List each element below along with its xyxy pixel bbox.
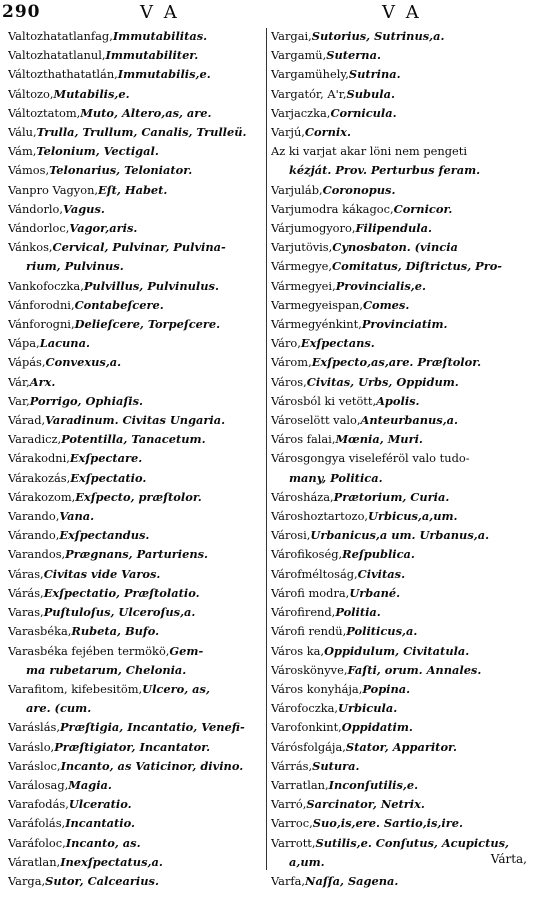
entry-headword: Varasbéka,	[8, 624, 72, 639]
dictionary-entry	[8, 296, 266, 315]
entry-latin: Telonium, Vectigal.	[36, 144, 159, 159]
dictionary-entry	[8, 757, 266, 776]
entry-latin: Contabeſcere.	[74, 297, 164, 312]
dictionary-entry	[8, 526, 266, 545]
dictionary-entry	[8, 622, 266, 641]
entry-headword: Vargatór, A'r,	[271, 86, 347, 101]
dictionary-entry	[271, 200, 533, 219]
entry-headword: Varáfolás,	[8, 816, 66, 831]
entry-headword: Városkönyve,	[271, 662, 348, 677]
dictionary-entry	[271, 219, 533, 238]
dictionary-entry	[271, 642, 533, 661]
dictionary-entry	[271, 680, 533, 699]
left-column	[8, 27, 266, 891]
entry-latin: Politia.	[335, 605, 381, 620]
dictionary-entry	[8, 353, 266, 372]
running-header	[0, 2, 537, 26]
dictionary-entry	[8, 469, 266, 488]
entry-latin: Oppidatim.	[341, 720, 413, 735]
entry-latin: Popina.	[362, 681, 411, 696]
dictionary-entry	[271, 449, 533, 468]
entry-headword: Varjumodra kákagoc,	[271, 201, 394, 216]
entry-latin: Sutura.	[312, 758, 360, 773]
dictionary-entry	[271, 46, 533, 65]
entry-latin: Exſpectatio.	[70, 470, 147, 485]
entry-latin: Vagor,aris.	[69, 221, 138, 236]
entry-headword: Varga,	[8, 873, 46, 888]
entry-headword: Várósfolgája,	[271, 739, 346, 754]
dictionary-entry	[8, 603, 266, 622]
dictionary-entry	[271, 584, 533, 603]
entry-headword: Varratlan,	[271, 777, 329, 792]
entry-latin: Ulceratio.	[68, 797, 132, 812]
entry-latin: Cervical, Pulvinar, Pulvina-	[52, 240, 226, 255]
entry-headword: Váras,	[8, 566, 44, 581]
entry-latin: Anteurbanus,a.	[360, 413, 459, 428]
dictionary-entry	[271, 545, 533, 564]
entry-headword: Varálosag,	[8, 777, 69, 792]
dictionary-entry	[271, 469, 533, 488]
entry-latin: Urbicula.	[338, 701, 398, 716]
dictionary-entry	[271, 814, 533, 833]
dictionary-entry	[271, 661, 533, 680]
entry-headword: Varáslo,	[8, 739, 55, 754]
entry-headword: Varandos,	[8, 547, 66, 562]
entry-headword: Válu,	[8, 125, 37, 140]
entry-headword: Várando,	[8, 528, 60, 543]
dictionary-entry	[8, 181, 266, 200]
right-column	[271, 27, 533, 891]
dictionary-entry	[271, 296, 533, 315]
dictionary-entry	[8, 718, 266, 737]
entry-latin: ma rubetarum, Chelonia.	[26, 662, 187, 677]
entry-latin: Puſtuloſus, Ulceroſus,a.	[43, 605, 196, 620]
entry-latin: Sarcinator, Netrix.	[306, 797, 425, 812]
dictionary-entry	[271, 277, 533, 296]
entry-latin: Subula.	[346, 86, 395, 101]
dictionary-entry	[8, 104, 266, 123]
entry-headword: Varasbéka fejében termökö,	[8, 643, 170, 658]
dictionary-entry	[271, 699, 533, 718]
entry-headword: Vápás,	[8, 355, 46, 370]
dictionary-entry	[271, 123, 533, 142]
dictionary-entry	[271, 488, 533, 507]
dictionary-entry	[271, 161, 533, 180]
entry-latin: Magia.	[68, 777, 112, 792]
entry-latin: Mutabilis,e.	[53, 86, 130, 101]
dictionary-entry	[271, 142, 533, 161]
dictionary-entry	[8, 795, 266, 814]
entry-latin: kézját. Prov. Perturbus feram.	[289, 163, 481, 178]
entry-headword: Varjú,	[271, 125, 305, 140]
entry-latin: Vana.	[59, 509, 95, 524]
dictionary-entry	[8, 584, 266, 603]
entry-headword: Vármegyei,	[271, 278, 336, 293]
entry-latin: Pulvillus, Pulvinulus.	[83, 278, 219, 293]
dictionary-entry	[271, 373, 533, 392]
entry-headword: Vánforodni,	[8, 297, 75, 312]
entry-headword: Várrás,	[271, 758, 313, 773]
entry-headword: Városhoztartozo,	[271, 509, 369, 524]
dictionary-entry	[8, 392, 266, 411]
entry-latin: Inexſpectatus,a.	[60, 854, 163, 869]
dictionary-entry	[271, 104, 533, 123]
entry-headword: Vánkos,	[8, 240, 53, 255]
dictionary-entry	[8, 238, 266, 257]
entry-headword: Vargai,	[271, 29, 312, 43]
entry-headword: Város konyhája,	[271, 681, 363, 696]
entry-headword: Városelött valo,	[271, 413, 361, 428]
entry-headword: Vargamü,	[271, 48, 327, 63]
entry-latin: Urbicus,a,um.	[368, 509, 458, 524]
dictionary-entry	[271, 757, 533, 776]
dictionary-entry	[271, 776, 533, 795]
dictionary-entry	[8, 161, 266, 180]
entry-headword: Vár,	[8, 374, 30, 389]
entry-latin: Præſtigiator, Incantator.	[54, 739, 211, 754]
dictionary-entry	[271, 85, 533, 104]
entry-latin: Exſpecto,as,are. Præſtolor.	[311, 355, 482, 370]
entry-headword: Városgongya viseleféröl valo tudo-	[271, 451, 470, 466]
entry-latin: a,um.	[289, 854, 325, 869]
entry-headword: Vápa,	[8, 336, 40, 351]
entry-latin: Ulcero, as,	[142, 681, 210, 696]
entry-headword: Város,	[271, 374, 307, 389]
entry-headword: Várofméltoság,	[271, 566, 358, 581]
dictionary-entry	[8, 411, 266, 430]
dictionary-entry	[8, 853, 266, 872]
dictionary-entry	[271, 430, 533, 449]
entry-headword: Varjuláb,	[271, 182, 323, 197]
dictionary-entry	[8, 277, 266, 296]
entry-latin: Exſpectare.	[69, 451, 143, 466]
dictionary-entry	[271, 507, 533, 526]
entry-headword: Várakodni,	[8, 451, 70, 466]
dictionary-entry	[271, 795, 533, 814]
entry-latin: Varadinum. Civitas Ungaria.	[45, 413, 226, 428]
entry-latin: Exſpectans.	[300, 336, 375, 351]
entry-latin: Provincialis,e.	[335, 278, 426, 293]
entry-headword: Várjumogyoro,	[271, 221, 356, 236]
dictionary-entry	[8, 776, 266, 795]
entry-headword: Váratlan,	[8, 854, 61, 869]
entry-headword: Varafitom, kifebesitöm,	[8, 681, 143, 696]
entry-headword: Varásloc,	[8, 758, 61, 773]
entry-headword: Varafodás,	[8, 797, 69, 812]
entry-latin: Convexus,a.	[45, 355, 122, 370]
entry-headword: Várás,	[8, 585, 44, 600]
entry-latin: Comitatus, Diſtrictus, Pro-	[332, 259, 503, 274]
dictionary-entry	[271, 411, 533, 430]
entry-latin: rium, Pulvinus.	[26, 259, 124, 274]
entry-latin: Vagus.	[63, 201, 105, 216]
entry-headword: Városi,	[271, 528, 311, 543]
entry-headword: Vanpro Vagyon,	[8, 182, 99, 197]
dictionary-entry	[271, 834, 533, 853]
entry-latin: Exſpectatio, Præſtolatio.	[43, 585, 200, 600]
dictionary-entry	[271, 603, 533, 622]
entry-latin: Præſtigia, Incantatio, Venefi-	[59, 720, 245, 735]
entry-latin: Lacuna.	[39, 336, 90, 351]
entry-headword: Város ka,	[271, 643, 325, 658]
entry-latin: Sutilis,e. Conſutus, Acupictus,	[315, 835, 510, 850]
dictionary-entry	[8, 200, 266, 219]
entry-headword: Vármegye,	[271, 259, 333, 274]
entry-latin: Cynosbaton. (vincia	[332, 240, 458, 255]
entry-latin: Incanto, as.	[65, 835, 141, 850]
dictionary-entry	[271, 392, 533, 411]
column-divider	[266, 28, 267, 870]
dictionary-entry	[8, 334, 266, 353]
dictionary-entry	[8, 661, 266, 680]
entry-latin: Muto, Altero,as, are.	[80, 105, 212, 120]
header-letters-left: VA	[140, 2, 189, 23]
entry-latin: Reſpublica.	[342, 547, 415, 562]
dictionary-entry	[8, 738, 266, 757]
catchword: Várta,	[490, 852, 527, 866]
entry-headword: Vankofoczka,	[8, 278, 84, 293]
dictionary-entry	[271, 334, 533, 353]
dictionary-entry	[8, 814, 266, 833]
entry-latin: Apolis.	[376, 393, 420, 408]
entry-latin: Potentilla, Tanacetum.	[61, 432, 206, 447]
entry-latin: Telonarius, Teloniator.	[49, 163, 193, 178]
entry-latin: Exſpectandus.	[59, 528, 150, 543]
dictionary-entry	[8, 46, 266, 65]
entry-latin: many, Politica.	[289, 470, 383, 485]
dictionary-entry	[271, 738, 533, 757]
dictionary-entry	[271, 257, 533, 276]
entry-latin: Mœnia, Muri.	[335, 432, 423, 447]
dictionary-entry	[8, 834, 266, 853]
entry-headword: Varáfoloc,	[8, 835, 66, 850]
entry-headword: Várofirend,	[271, 605, 336, 620]
entry-latin: Urbanicus,a um. Urbanus,a.	[310, 528, 490, 543]
dictionary-entry	[271, 872, 533, 891]
entry-headword: Vánforogni,	[8, 317, 75, 332]
dictionary-entry	[271, 315, 533, 334]
dictionary-entry	[271, 526, 533, 545]
header-letters-right: VA	[382, 2, 431, 23]
entry-headword: Varró,	[271, 797, 307, 812]
entry-latin: Sutorius, Sutrinus,a.	[311, 29, 445, 43]
entry-latin: Immutabilitas.	[112, 29, 208, 43]
dictionary-entry	[8, 257, 266, 276]
dictionary-entry	[271, 238, 533, 257]
entry-latin: Immutabilis,e.	[117, 67, 211, 82]
entry-latin: Immutabiliter.	[105, 48, 199, 63]
entry-headword: Várad,	[8, 413, 46, 428]
dictionary-entry	[8, 642, 266, 661]
dictionary-entry	[8, 373, 266, 392]
entry-headword: Varrott,	[271, 835, 316, 850]
dictionary-entry	[8, 545, 266, 564]
entry-headword: Várofi modra,	[271, 585, 350, 600]
entry-latin: Inconſutilis,e.	[328, 777, 419, 792]
entry-latin: Rubeta, Bufo.	[71, 624, 160, 639]
entry-latin: Delieſcere, Torpeſcere.	[74, 317, 221, 332]
entry-headword: Vándorlo,	[8, 201, 64, 216]
dictionary-entry	[8, 65, 266, 84]
entry-headword: Vándorloc,	[8, 221, 70, 236]
dictionary-entry	[271, 718, 533, 737]
entry-latin: Urbané.	[349, 585, 401, 600]
entry-latin: Stator, Apparitor.	[345, 739, 457, 754]
entry-headword: Városból ki vetött,	[271, 393, 377, 408]
entry-headword: Várakozás,	[8, 470, 71, 485]
entry-latin: Sutor, Calcearius.	[45, 873, 159, 888]
entry-headword: Város falai,	[271, 432, 336, 447]
entry-headword: Várofikoség,	[271, 547, 343, 562]
dictionary-entry	[8, 315, 266, 334]
entry-headword: Változo,	[8, 86, 54, 101]
entry-latin: Arx.	[29, 374, 56, 389]
page-number: 290	[2, 2, 41, 22]
entry-latin: Provinciatim.	[361, 317, 448, 332]
entry-latin: Civitas.	[357, 566, 406, 581]
entry-headword: Varfa,	[271, 873, 306, 888]
entry-latin: Civitas vide Varos.	[43, 566, 161, 581]
entry-latin: Faſti, orum. Annales.	[347, 662, 482, 677]
entry-headword: Varáslás,	[8, 720, 60, 735]
entry-latin: Exſpecto, præſtolor.	[75, 489, 202, 504]
dictionary-entry	[8, 565, 266, 584]
entry-headword: Valtozhatatlanul,	[8, 48, 106, 63]
dictionary-entry	[8, 680, 266, 699]
dictionary-entry	[271, 181, 533, 200]
dictionary-entry	[8, 872, 266, 891]
entry-headword: Varroc,	[271, 816, 313, 831]
entry-latin: Prægnans, Parturiens.	[65, 547, 209, 562]
entry-headword: Várom,	[271, 355, 312, 370]
entry-latin: Civitas, Urbs, Oppidum.	[306, 374, 459, 389]
dictionary-entry	[8, 123, 266, 142]
entry-latin: Cornicor.	[393, 201, 453, 216]
dictionary-entry	[271, 27, 533, 46]
entry-headword: Varas,	[8, 605, 44, 620]
dictionary-entry	[8, 219, 266, 238]
entry-latin: Suo,is,ere. Sartio,is,ire.	[312, 816, 463, 831]
entry-headword: Varadicz,	[8, 432, 62, 447]
entry-latin: Cornix.	[304, 125, 351, 140]
entry-headword: Varmegyeispan,	[271, 297, 363, 312]
entry-latin: Cornicula.	[330, 105, 397, 120]
entry-headword: Az ki varjat akar löni nem pengeti	[271, 144, 467, 159]
entry-latin: Sutrina.	[348, 67, 401, 82]
dictionary-entry	[8, 142, 266, 161]
entry-headword: Vámos,	[8, 163, 50, 178]
dictionary-entry	[8, 699, 266, 718]
entry-latin: Naſſa, Sagena.	[305, 873, 399, 888]
entry-headword: Városháza,	[271, 489, 334, 504]
entry-headword: Változthathatatlán,	[8, 67, 118, 82]
entry-latin: Trulla, Trullum, Canalis, Trulleü.	[36, 125, 247, 140]
entry-latin: Incanto, as Vaticinor, divino.	[60, 758, 244, 773]
dictionary-entry	[8, 507, 266, 526]
entry-headword: Varjaczka,	[271, 105, 331, 120]
dictionary-entry	[8, 488, 266, 507]
entry-headword: Varjutövis,	[271, 240, 333, 255]
entry-headword: Várofoczka,	[271, 701, 339, 716]
dictionary-entry	[8, 430, 266, 449]
entry-headword: Valtozhatatlanfag,	[8, 29, 113, 43]
entry-latin: Coronopus.	[322, 182, 396, 197]
entry-latin: Eſt, Habet.	[98, 182, 168, 197]
dictionary-entry	[271, 353, 533, 372]
dictionary-entry	[8, 449, 266, 468]
entry-latin: Politicus,a.	[346, 624, 418, 639]
dictionary-entry	[8, 85, 266, 104]
entry-headword: Varofonkint,	[271, 720, 342, 735]
dictionary-entry	[271, 622, 533, 641]
entry-headword: Vármegyénkint,	[271, 317, 362, 332]
entry-headword: Várofi rendü,	[271, 624, 347, 639]
entry-headword: Varando,	[8, 509, 60, 524]
entry-latin: Gem-	[169, 643, 204, 658]
dictionary-entry	[271, 565, 533, 584]
entry-latin: Incantatio.	[65, 816, 135, 831]
entry-headword: Váro,	[271, 336, 301, 351]
entry-latin: Comes.	[362, 297, 410, 312]
dictionary-entry	[8, 27, 266, 46]
entry-latin: Oppidulum, Civitatula.	[324, 643, 470, 658]
entry-latin: Suterna.	[326, 48, 381, 63]
entry-latin: Prætorium, Curia.	[333, 489, 450, 504]
entry-latin: are. (cum.	[26, 701, 92, 716]
entry-headword: Változtatom,	[8, 105, 81, 120]
entry-headword: Var,	[8, 393, 30, 408]
entry-latin: Filipendula.	[355, 221, 432, 236]
entry-headword: Várakozom,	[8, 489, 76, 504]
entry-latin: Porrigo, Ophiaſis.	[29, 393, 143, 408]
entry-headword: Vargamühely,	[271, 67, 349, 82]
dictionary-entry	[271, 65, 533, 84]
entry-headword: Vám,	[8, 144, 37, 159]
